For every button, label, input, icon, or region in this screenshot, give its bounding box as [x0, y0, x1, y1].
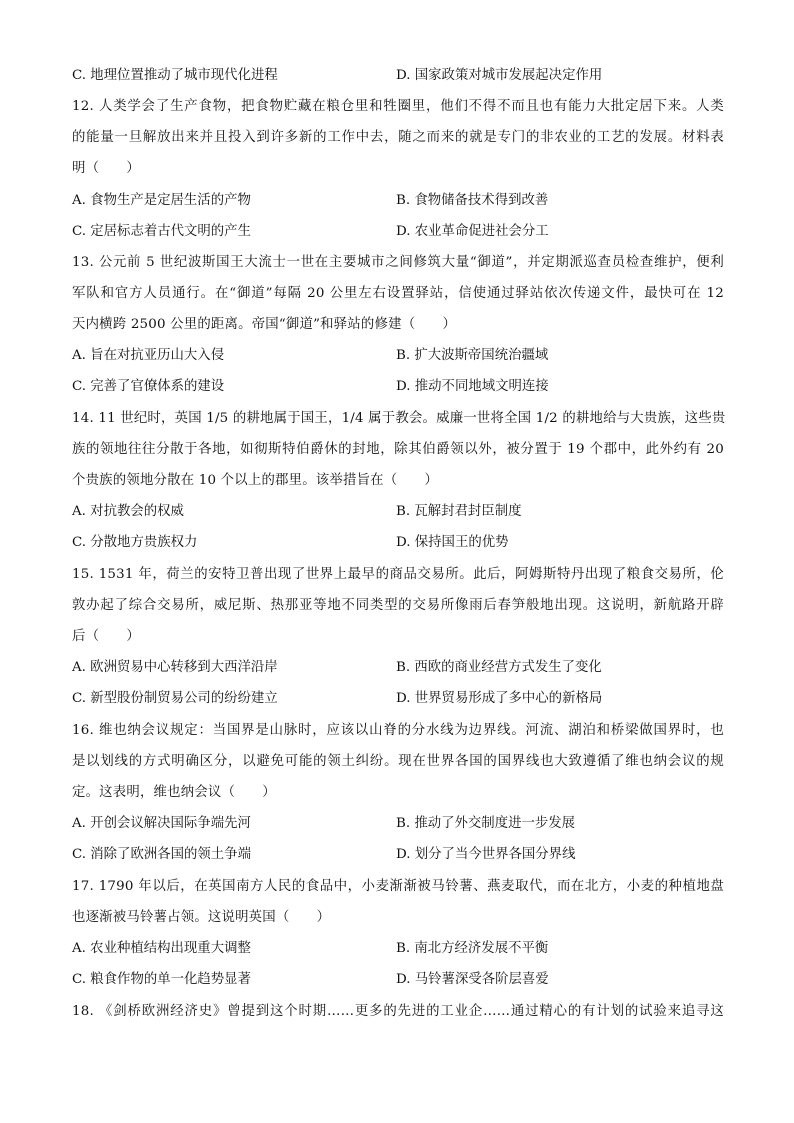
q17-stem-line-1: 17. 1790 年以后，在英国南方人民的食品中，小麦渐渐被马铃薯、燕麦取代，而在北方，小麦的种植地盘	[72, 879, 724, 894]
q17-options-row-ab	[72, 939, 724, 959]
q16-options-row-ab	[72, 814, 724, 834]
q14-stem-line-2: 族的领地往往分散于各地，如彻斯特伯爵休的封地，除其伯爵领以外，被分置于 19 个郡中，此外约有 20	[72, 442, 724, 457]
q15-option-a[interactable]: A. 欧洲贸易中心转移到大西洋沿岸	[72, 660, 278, 675]
q15-option-c[interactable]: C. 新型股份制贸易公司的纷纷建立	[72, 691, 278, 706]
q16-option-c[interactable]: C. 消除了欧洲各国的领土争端	[72, 847, 251, 862]
q12-option-c[interactable]: C. 定居标志着古代文明的产生	[72, 224, 251, 239]
q13-options-row-ab	[72, 346, 724, 366]
q14-option-d[interactable]: D. 保持国王的优势	[396, 535, 509, 550]
q16-option-a[interactable]: A. 开创会议解决国际争端先河	[72, 816, 251, 831]
q16-options-row-cd	[72, 845, 724, 865]
q12-option-b[interactable]: B. 食物储备技术得到改善	[396, 193, 549, 208]
q12-options-row-ab	[72, 191, 724, 211]
q12-options-row-cd	[72, 222, 724, 242]
q14-stem-line-1: 14. 11 世纪时，英国 1/5 的耕地属于国王，1/4 属于教会。威廉一世将全国 1/2 的耕地给与大贵族，这些贵	[72, 411, 726, 426]
q13-options-row-cd	[72, 377, 724, 397]
q12-option-a[interactable]: A. 食物生产是定居生活的产物	[72, 193, 251, 208]
q12-stem-line-3: 明（ ）	[72, 161, 140, 176]
q15-stem-line-1: 15. 1531 年，荷兰的安特卫普出现了世界上最早的商品交易所。此后，阿姆斯特丹出现了粮食交易所，伦	[72, 567, 724, 582]
q15-option-d[interactable]: D. 世界贸易形成了多中心的新格局	[396, 691, 603, 706]
q17-option-a[interactable]: A. 农业种植结构出现重大调整	[72, 941, 251, 956]
q13-stem-line-3: 天内横跨 2500 公里的距离。帝国“御道”和驿站的修建（ ）	[72, 317, 457, 332]
q16-stem-line-3: 定。这表明，维也纳会议（ ）	[72, 785, 276, 800]
q12-option-d[interactable]: D. 农业革命促进社会分工	[396, 224, 549, 239]
q17-stem-line-2: 也逐渐被马铃薯占领。这说明英国（ ）	[72, 910, 331, 925]
q11-option-c[interactable]: C. 地理位置推动了城市现代化进程	[72, 68, 278, 83]
q16-option-d[interactable]: D. 划分了当今世界各国分界线	[396, 847, 576, 862]
q15-stem-line-2: 敦办起了综合交易所，威尼斯、热那亚等地不同类型的交易所像雨后春笋般地出现。这说明，新航路开辟	[72, 598, 724, 613]
q14-option-b[interactable]: B. 瓦解封君封臣制度	[396, 504, 522, 519]
q14-option-c[interactable]: C. 分散地方贵族权力	[72, 535, 198, 550]
q11-options-row-cd	[72, 66, 724, 86]
q15-stem-line-3: 后（ ）	[72, 629, 140, 644]
q13-option-b[interactable]: B. 扩大波斯帝国统治疆域	[396, 348, 549, 363]
q15-option-b[interactable]: B. 西欧的商业经营方式发生了变化	[396, 660, 602, 675]
q11-option-d[interactable]: D. 国家政策对城市发展起决定作用	[396, 68, 603, 83]
q14-option-a[interactable]: A. 对抗教会的权威	[72, 504, 184, 519]
q16-stem-line-1: 16. 维也纳会议规定：当国界是山脉时，应该以山脊的分水线为边界线。河流、湖泊和桥梁做国界时，也	[72, 723, 724, 738]
q13-option-c[interactable]: C. 完善了官僚体系的建设	[72, 379, 225, 394]
q15-options-row-cd	[72, 689, 724, 709]
q13-option-a[interactable]: A. 旨在对抗亚历山大入侵	[72, 348, 225, 363]
q17-option-d[interactable]: D. 马铃薯深受各阶层喜爱	[396, 972, 549, 987]
q14-options-row-ab	[72, 502, 724, 522]
q12-stem-line-1: 12. 人类学会了生产食物，把食物贮藏在粮仓里和牲圈里，他们不得不而且也有能力大批定居下来。人类	[72, 99, 724, 114]
q14-stem-line-3: 个贵族的领地分散在 10 个以上的郡里。该举措旨在（ ）	[72, 473, 439, 488]
q16-option-b[interactable]: B. 推动了外交制度进一步发展	[396, 816, 576, 831]
q18-stem-line-1: 18. 《剑桥欧洲经济史》曾提到这个时期……更多的先进的工业企……通过精心的有计划的试验来追寻这	[72, 1004, 724, 1019]
q12-stem-line-2: 的能量一旦解放出来并且投入到许多新的工作中去，随之而来的就是专门的非农业的工艺的发展。材料表	[72, 130, 724, 145]
q16-stem-line-2: 是以划线的方式明确区分，以避免可能的领土纠纷。现在世界各国的国界线也大致遵循了维也纳会议的规	[72, 754, 724, 769]
q17-option-c[interactable]: C. 粮食作物的单一化趋势显著	[72, 972, 251, 987]
q13-stem-line-2: 军队和官方人员通行。在“御道”每隔 20 公里左右设置驿站，信使通过驿站依次传递文件，最快可在 12	[72, 286, 724, 301]
q15-options-row-ab	[72, 658, 724, 678]
q17-option-b[interactable]: B. 南北方经济发展不平衡	[396, 941, 549, 956]
q13-option-d[interactable]: D. 推动不同地域文明连接	[396, 379, 549, 394]
q13-stem-line-1: 13. 公元前 5 世纪波斯国王大流士一世在主要城市之间修筑大量“御道”，并定期派巡查员检查维护，便利	[72, 255, 724, 270]
q14-options-row-cd	[72, 533, 724, 553]
q17-options-row-cd	[72, 970, 724, 990]
